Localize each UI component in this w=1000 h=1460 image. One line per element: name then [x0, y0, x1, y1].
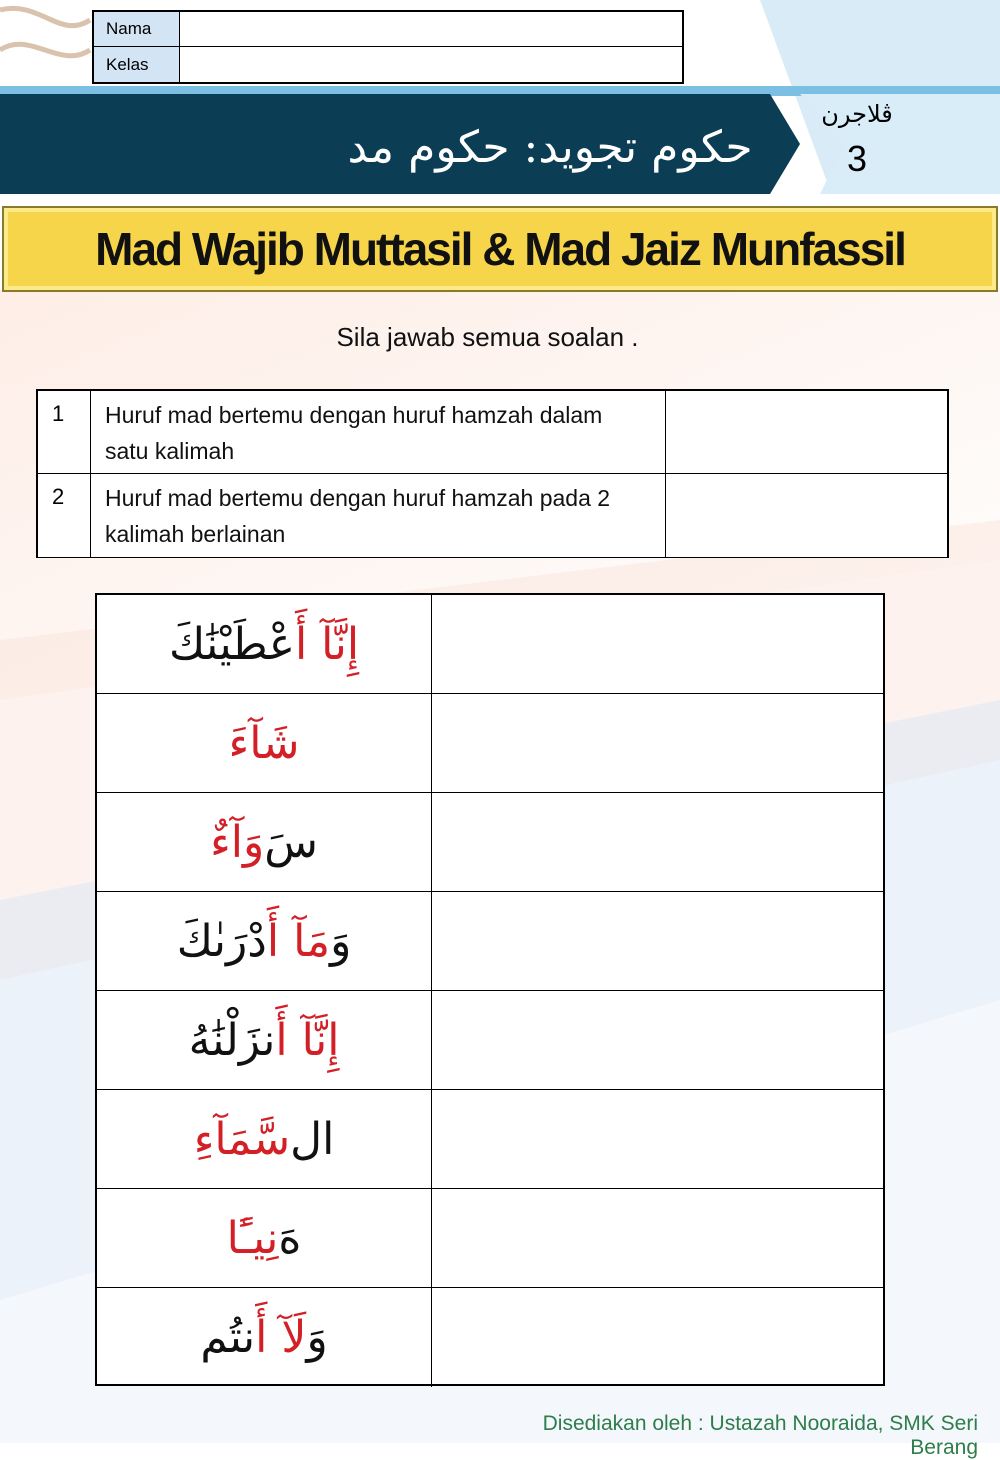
name-row: [94, 12, 682, 47]
answer-drop-box[interactable]: [432, 793, 883, 891]
unit-number: 3: [846, 138, 868, 179]
header-title-arabic: حكوم تجويد: حكوم مد: [347, 122, 753, 173]
answer-drop-box[interactable]: [432, 694, 883, 792]
unit-label-jawi: ڤلاجرن: [821, 100, 893, 128]
word-row: [97, 694, 883, 793]
class-row: [94, 47, 682, 82]
arabic-word: [97, 1288, 432, 1387]
instruction-text: Sila jawab semua soalan .: [336, 322, 639, 352]
definition-answer-box[interactable]: [666, 474, 947, 557]
arabic-word-highlight: إِنَّآ أَ: [275, 1014, 340, 1066]
class-field[interactable]: [180, 47, 682, 82]
arabic-word: [97, 694, 432, 792]
footer-credit: Disediakan oleh : Ustazah Nooraida, SMK Seri Berang: [542, 1412, 978, 1459]
definition-text: Huruf mad bertemu dengan huruf hamzah pada 2 kalimah berlainan: [91, 474, 666, 557]
student-info-table: [92, 10, 684, 84]
answer-drop-box[interactable]: [432, 991, 883, 1089]
arabic-word-highlight: شَآءَ: [228, 717, 300, 769]
word-row: [97, 991, 883, 1090]
arabic-word: [97, 595, 432, 693]
arabic-word: [97, 991, 432, 1089]
word-row: [97, 1288, 883, 1387]
arabic-word-rest: هَ: [278, 1212, 302, 1264]
answer-drop-box[interactable]: [432, 1288, 883, 1387]
words-table: [95, 593, 885, 1386]
arabic-word: [97, 1090, 432, 1188]
definition-row: [38, 474, 947, 557]
name-label: Nama: [94, 12, 180, 46]
name-field[interactable]: [180, 12, 682, 46]
answer-drop-box[interactable]: [432, 1189, 883, 1287]
arabic-word-rest: دْرَىٰكَ: [176, 915, 267, 967]
arabic-word: [97, 892, 432, 990]
arabic-word-highlight: إِنَّآ أَ: [294, 618, 360, 670]
arabic-word-rest: ال: [290, 1113, 335, 1165]
definition-number: 2: [38, 474, 91, 557]
definition-text: Huruf mad bertemu dengan huruf hamzah dalam satu kalimah: [91, 391, 666, 473]
definition-number: 1: [38, 391, 91, 473]
arabic-word-highlight: مَآ أَ: [266, 915, 331, 967]
answer-drop-box[interactable]: [432, 892, 883, 990]
arabic-word-rest: عْطَيْنَٰكَ: [168, 618, 295, 670]
arabic-word-rest: سَ: [264, 816, 318, 868]
word-row: [97, 595, 883, 694]
answer-drop-box[interactable]: [432, 595, 883, 693]
arabic-word-highlight: وَآءٌ: [210, 816, 265, 868]
arabic-word-highlight: سَّمَآءِ: [193, 1113, 291, 1165]
arabic-word-rest: نزَلْنَٰهُ: [188, 1014, 276, 1066]
arabic-word-rest: وَ: [306, 1312, 328, 1363]
word-row: [97, 892, 883, 991]
word-row: [97, 1090, 883, 1189]
arabic-word: [97, 1189, 432, 1287]
worksheet-title: Mad Wajib Muttasil & Mad Jaiz Munfassil: [95, 223, 905, 275]
definition-answer-box[interactable]: [666, 391, 947, 473]
arabic-word-rest: نتُم: [200, 1312, 256, 1363]
word-row: [97, 793, 883, 892]
answer-drop-box[interactable]: [432, 1090, 883, 1188]
arabic-word-highlight: نِيـًٔا: [226, 1212, 279, 1264]
arabic-word-highlight: لَآ أَ: [255, 1312, 307, 1363]
word-row: [97, 1189, 883, 1288]
title-bar: [2, 206, 998, 292]
definitions-table: [36, 389, 949, 558]
definition-row: [38, 391, 947, 474]
arabic-word-rest: وَ: [330, 915, 352, 967]
arabic-word: [97, 793, 432, 891]
class-label: Kelas: [94, 47, 180, 82]
